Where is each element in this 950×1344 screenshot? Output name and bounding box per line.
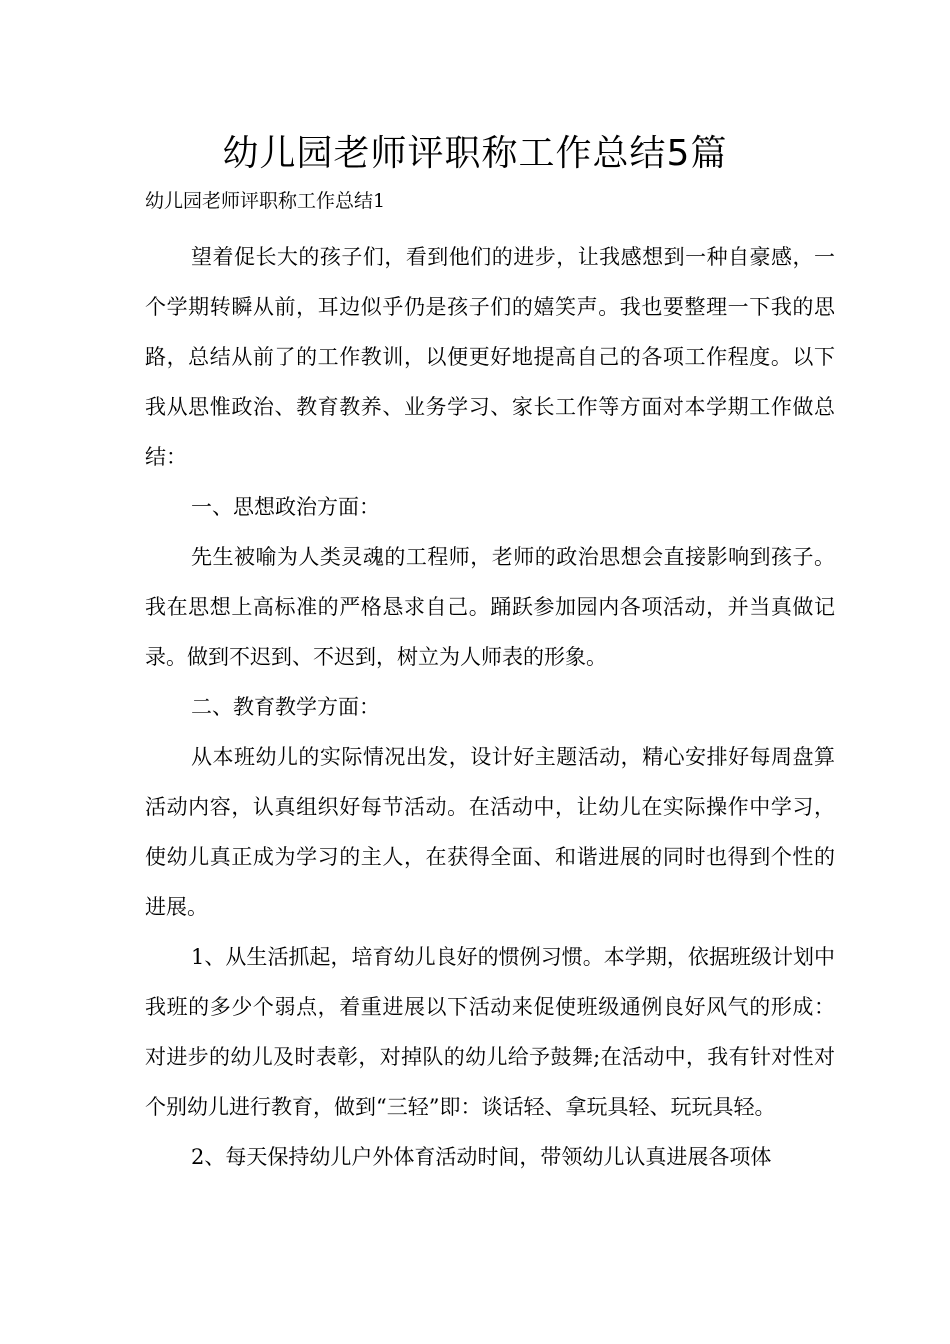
document-title: 幼儿园老师评职称工作总结5篇: [222, 133, 728, 174]
paragraph-intro: 望着促长大的孩子们，看到他们的进步，让我感想到一种自豪感，一个学期转瞬从前，耳边似乎仍是孩子们的嬉笑声。我也要整理一下我的思路，总结从前了的工作教训，以便更好地提高自己的各项工作程度。以下我从思惟政治、教育教养、业务学习、家长工作等方面对本学期工作做总结：: [145, 245, 835, 469]
section-heading-teaching: 二、教育教学方面：: [191, 695, 380, 719]
paragraph-item-2: 2、每天保持幼儿户外体育活动时间，带领幼儿认真进展各项体: [191, 1145, 772, 1169]
section-heading-political: 一、思想政治方面：: [191, 495, 380, 519]
document-subtitle: 幼儿园老师评职称工作总结1: [145, 190, 386, 212]
paragraph-item-1: 1、从生活抓起，培育幼儿良好的惯例习惯。本学期，依据班级计划中我班的多少个弱点，着重进展以下活动来促使班级通例良好风气的形成：对进步的幼儿及时表彰，对掉队的幼儿给予鼓舞;在活动中，我有针对性对个别幼儿进行教育，做到“三轻”即：谈话轻、拿玩具轻、玩玩具轻。: [145, 945, 835, 1119]
paragraph-political: 先生被喻为人类灵魂的工程师，老师的政治思想会直接影响到孩子。我在思想上高标准的严格恳求自己。踊跃参加园内各项活动，并当真做记录。做到不迟到、不迟到，树立为人师表的形象。: [145, 545, 835, 669]
document-body: [145, 232, 835, 1182]
paragraph-teaching: 从本班幼儿的实际情况出发，设计好主题活动，精心安排好每周盘算活动内容，认真组织好每节活动。在活动中，让幼儿在实际操作中学习，使幼儿真正成为学习的主人，在获得全面、和谐进展的同时也得到个性的进展。: [145, 745, 835, 919]
